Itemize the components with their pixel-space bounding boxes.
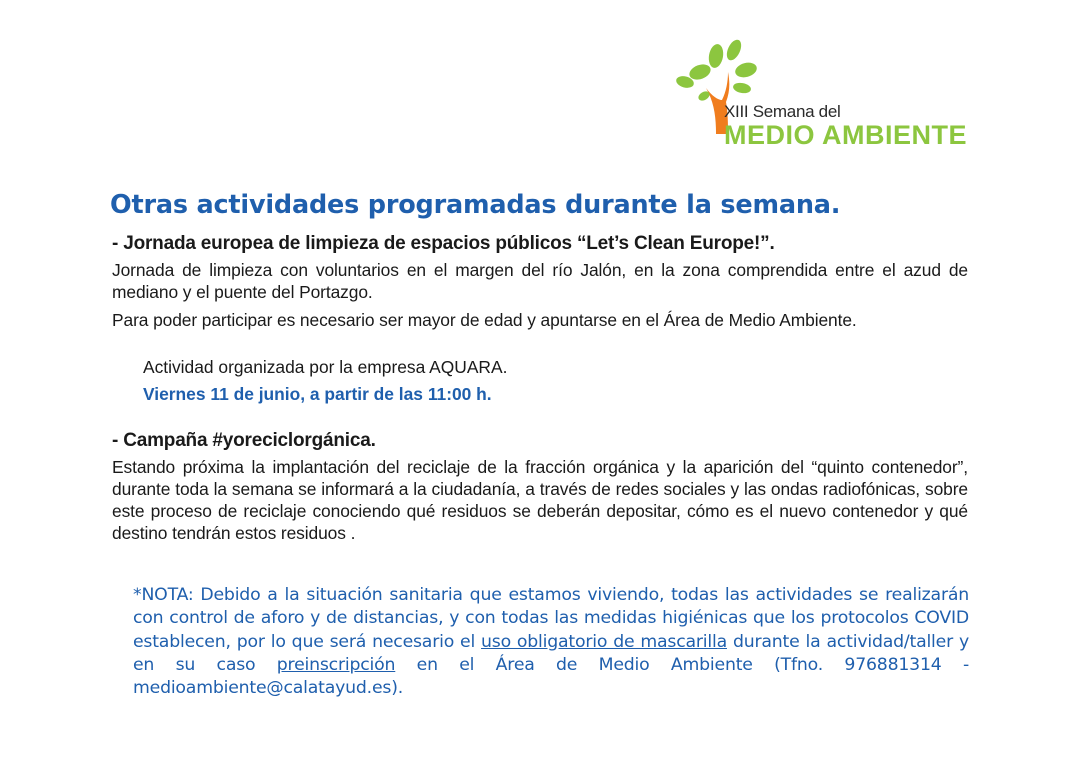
event-date: Viernes 11 de junio, a partir de las 11:00 h. <box>143 384 492 404</box>
note-text-2: durante la actividad/taller y en su caso <box>133 631 969 675</box>
covid-note <box>133 584 969 700</box>
event-logo <box>672 36 972 154</box>
section-clean-europe-paragraph: Jornada de limpieza con voluntarios en el margen del río Jalón, en la zona comprendida entre el azud de mediano y el puente del Portazgo. <box>112 260 968 302</box>
organizer-text: Actividad organizada por la empresa AQUARA. <box>143 357 508 377</box>
note-text-3: en el Área de Medio Ambiente (Tfno. 976881314 - medioambiente@calatayud.es). <box>133 654 969 699</box>
section-title-clean-europe: - Jornada europea de limpieza de espacios públicos “Let’s Clean Europe!”. <box>112 233 775 254</box>
section-campaign-paragraph: Estando próxima la implantación del reciclaje de la fracción orgánica y la aparición del “quinto contenedor”, durante toda la semana se informará a la ciudadanía, a través de redes sociales y las ondas radiofónicas, sobre este proceso de reciclaje conociendo qué residuos se deberán depositar, cómo es el nuevo contenedor y qué destino tendrán estos residuos . <box>112 457 968 543</box>
page-heading: Otras actividades programadas durante la semana. <box>110 190 841 220</box>
note-text-1: *NOTA: Debido a la situación sanitaria que estamos viviendo, todas las actividades se realizarán con control de aforo y de distancias, y con todas las medidas higiénicas que los protocolos COVID establecen, por lo que será necesario el <box>133 585 969 652</box>
section-clean-europe-requirements: Para poder participar es necesario ser mayor de edad y apuntarse en el Área de Medio Ambiente. <box>112 310 857 330</box>
logo-title: MEDIO AMBIENTE <box>724 120 967 150</box>
preregistration: preinscripción <box>276 654 396 675</box>
section-title-campaign: - Campaña #yoreciclorgánica. <box>112 430 376 451</box>
logo-subtitle: XIII Semana del <box>724 102 841 121</box>
mask-requirement: uso obligatorio de mascarilla <box>481 631 727 652</box>
